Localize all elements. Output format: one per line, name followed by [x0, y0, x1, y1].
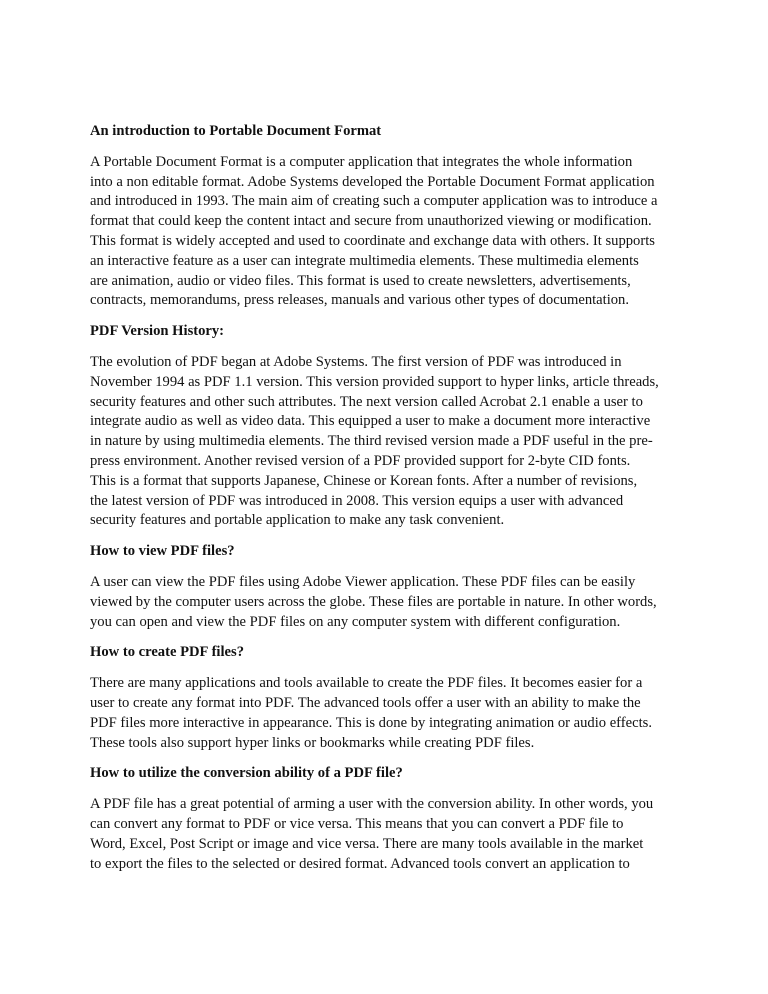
paragraph-conversion: [90, 795, 680, 874]
section-heading-view-pdf: How to view PDF files?: [90, 543, 235, 560]
text-line: November 1994 as PDF 1.1 version. This version provided support to hyper links, article threads,: [90, 373, 659, 390]
section-heading-create-pdf: How to create PDF files?: [90, 644, 244, 661]
section-heading-conversion: How to utilize the conversion ability of a PDF file?: [90, 765, 403, 782]
text-line: user to create any format into PDF. The advanced tools offer a user with an ability to make the: [90, 694, 641, 711]
text-line: format that could keep the content intact and secure from unauthorized viewing or modification.: [90, 213, 652, 230]
text-line: A user can view the PDF files using Adobe Viewer application. These PDF files can be easily: [90, 573, 636, 590]
text-line: you can open and view the PDF files on any computer system with different configuration.: [90, 613, 621, 630]
text-line: integrate audio as well as video data. This equipped a user to make a document more interactive: [90, 413, 651, 430]
text-line: viewed by the computer users across the globe. These files are portable in nature. In other words,: [90, 593, 657, 610]
text-line: the latest version of PDF was introduced in 2008. This version equips a user with advanced: [90, 492, 624, 509]
text-line: Word, Excel, Post Script or image and vice versa. There are many tools available in the market: [90, 835, 644, 852]
text-line: press environment. Another revised version of a PDF provided support for 2-byte CID fonts.: [90, 452, 631, 469]
text-line: These tools also support hyper links or bookmarks while creating PDF files.: [90, 734, 535, 751]
text-line: security features and portable application to make any task convenient.: [90, 512, 505, 529]
text-line: into a non editable format. Adobe Systems developed the Portable Document Format application: [90, 173, 655, 190]
paragraph-view-pdf: [90, 573, 680, 632]
text-line: are animation, audio or video files. This format is used to create newsletters, advertisements,: [90, 272, 631, 289]
text-line: A PDF file has a great potential of arming a user with the conversion ability. In other words, you: [90, 796, 654, 813]
text-line: an interactive feature as a user can integrate multimedia elements. These multimedia elements: [90, 252, 639, 269]
text-line: There are many applications and tools available to create the PDF files. It becomes easier for a: [90, 675, 643, 692]
text-line: This is a format that supports Japanese, Chinese or Korean fonts. After a number of revisions,: [90, 472, 638, 489]
text-line: can convert any format to PDF or vice versa. This means that you can convert a PDF file to: [90, 815, 624, 832]
section-heading-introduction: An introduction to Portable Document Format: [90, 123, 382, 139]
text-line: The evolution of PDF began at Adobe Systems. The first version of PDF was introduced in: [90, 353, 622, 370]
document-body: [90, 122, 680, 885]
text-line: in nature by using multimedia elements. The third revised version made a PDF useful in the pre-: [90, 433, 653, 450]
text-line: to export the files to the selected or desired format. Advanced tools convert an application to: [90, 855, 630, 872]
text-line: This format is widely accepted and used to coordinate and exchange data with others. It supports: [90, 232, 655, 249]
text-line: A Portable Document Format is a computer application that integrates the whole information: [90, 153, 633, 170]
paragraph-create-pdf: [90, 674, 680, 753]
paragraph-introduction: [90, 153, 680, 311]
text-line: security features and other such attributes. The next version called Acrobat 2.1 enable a user to: [90, 393, 643, 410]
text-line: contracts, memorandums, press releases, manuals and various other types of documentation.: [90, 292, 630, 309]
text-line: PDF files more interactive in appearance. This is done by integrating animation or audio effects.: [90, 714, 652, 731]
section-heading-version-history: PDF Version History:: [90, 323, 225, 340]
text-line: and introduced in 1993. The main aim of creating such a computer application was to introduce a: [90, 193, 658, 210]
paragraph-version-history: [90, 353, 680, 531]
